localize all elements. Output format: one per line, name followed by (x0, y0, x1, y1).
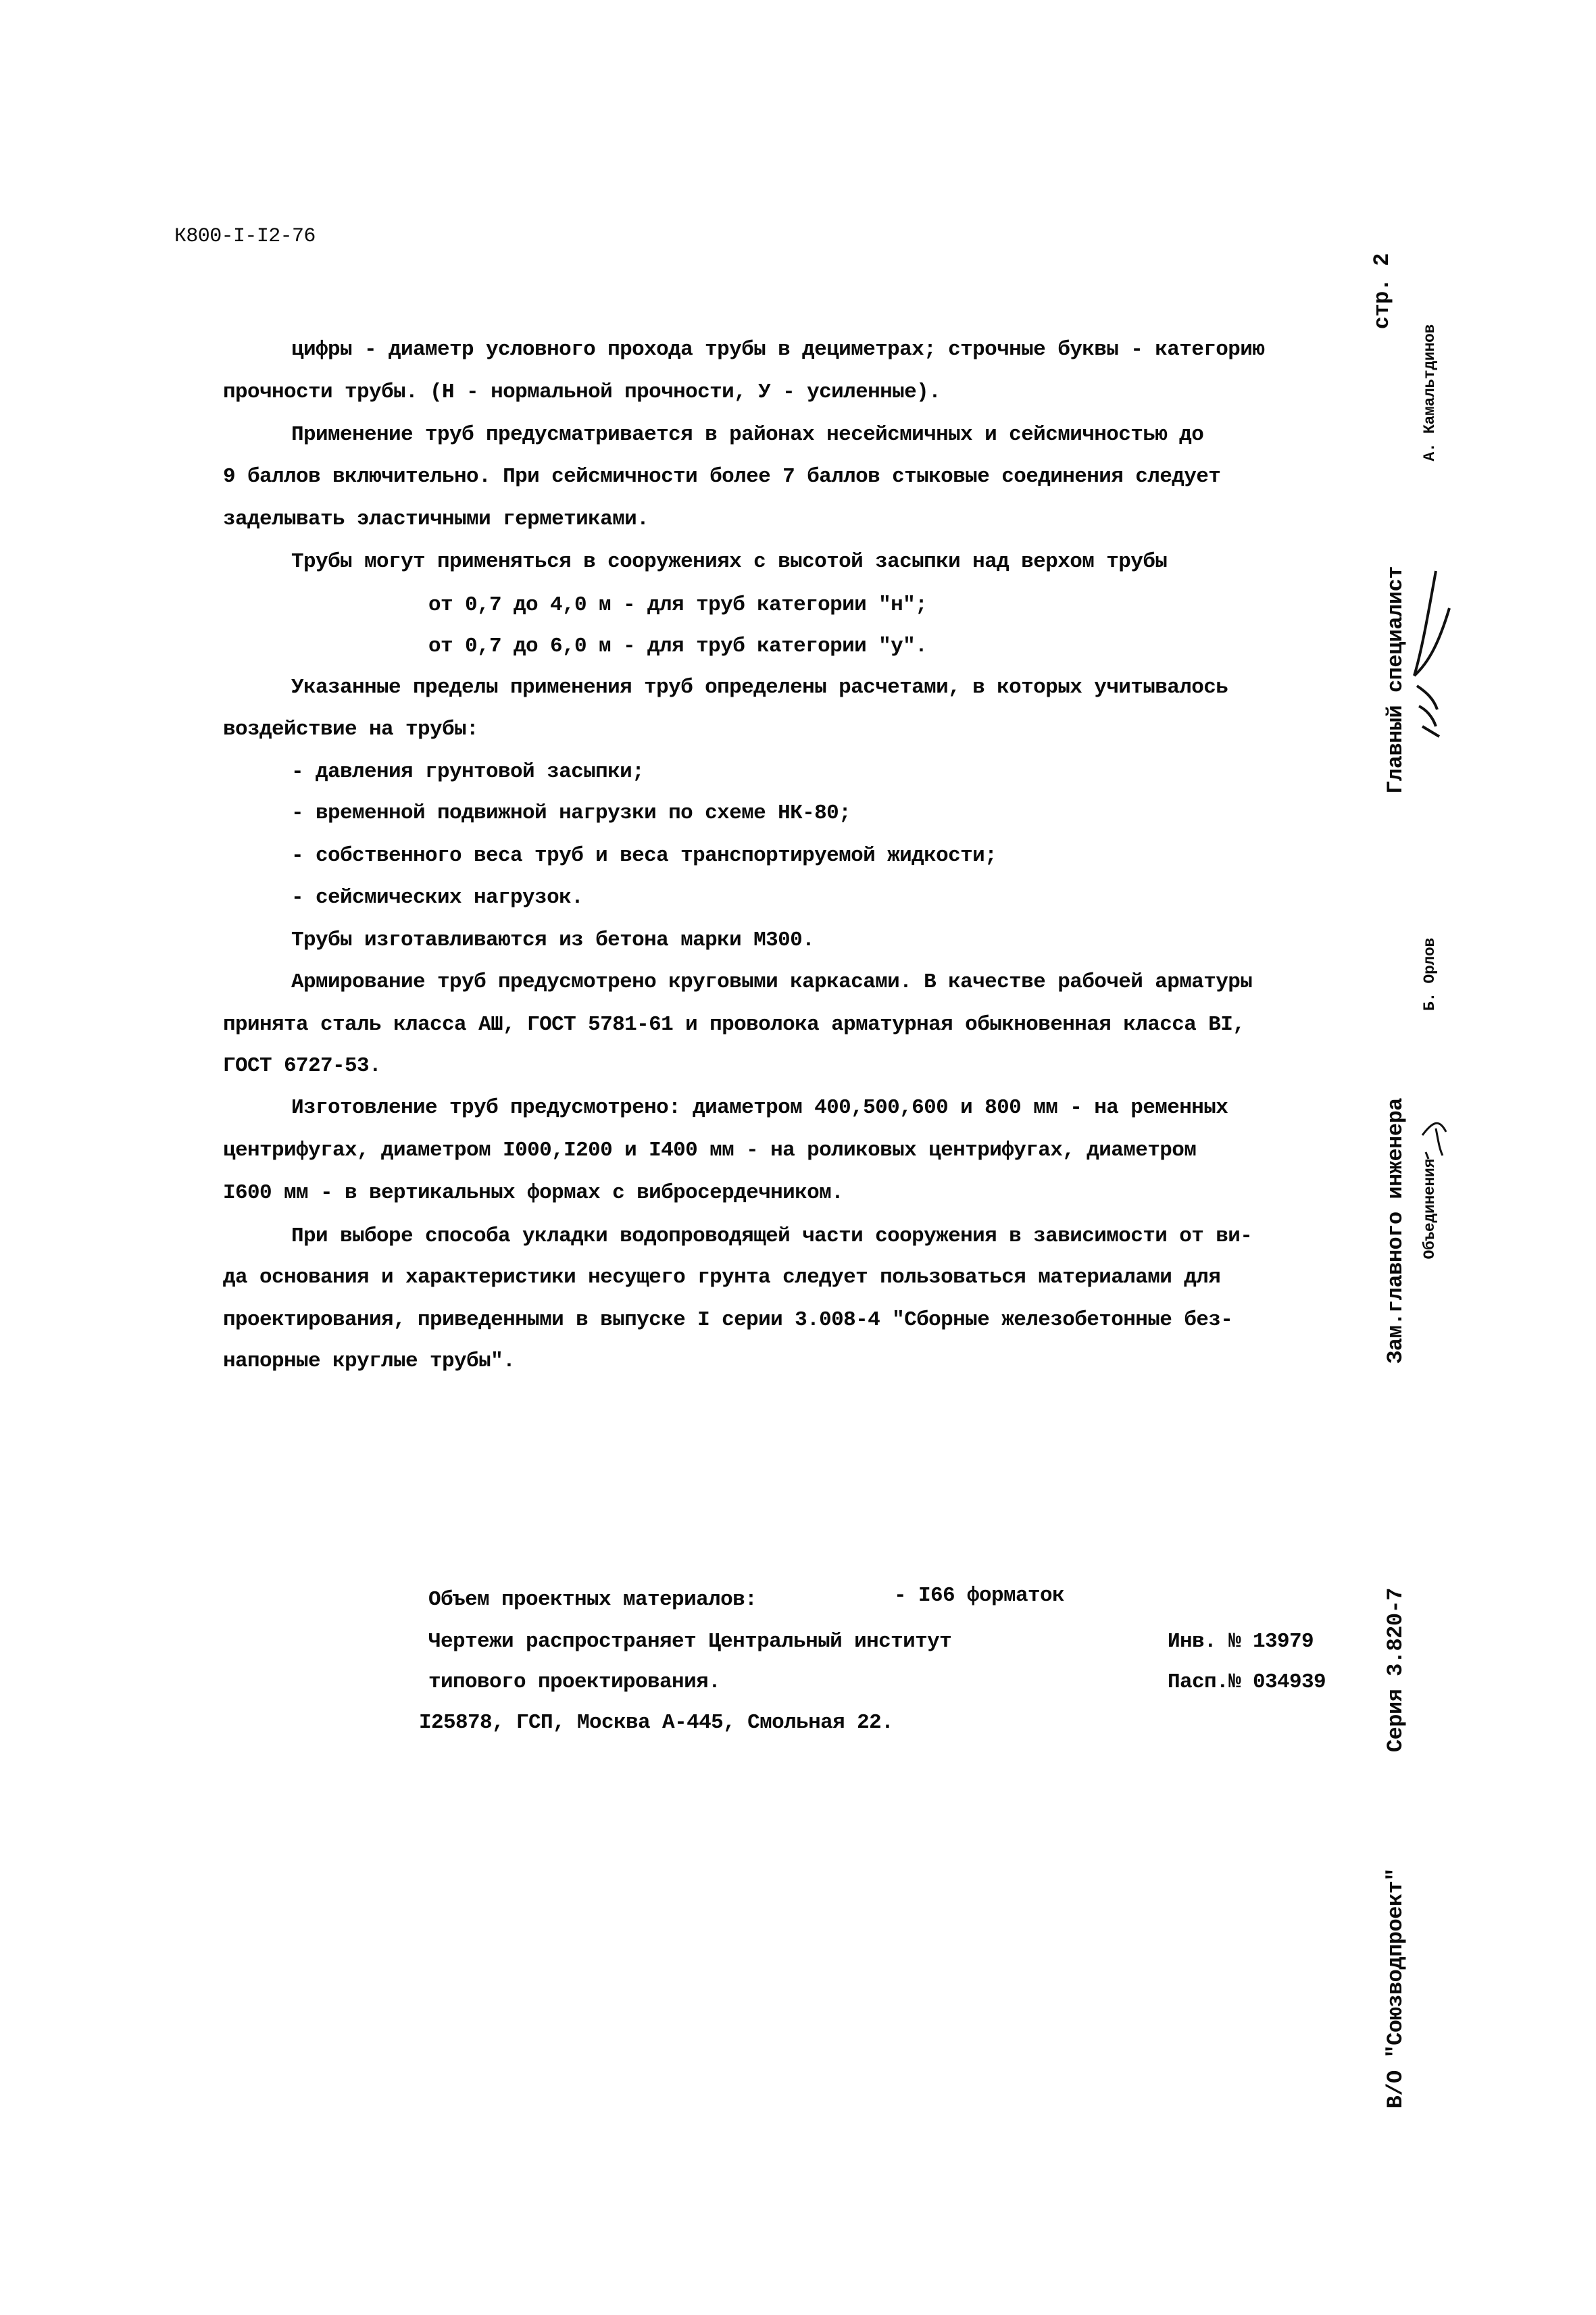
distributor-line-1: Чертежи распространяет Центральный институт (428, 1630, 952, 1653)
deputy-chief-engineer-title: Зам.главного инженера (1383, 1098, 1408, 1364)
body-line: При выборе способа укладки водопроводящей части сооружения в зависимости от ви- (291, 1224, 1253, 1248)
body-line: принята сталь класса АШ, ГОСТ 5781-61 и проволока арматурная обыкновенная класса ВI, (223, 1013, 1245, 1037)
body-line: 9 баллов включительно. При сейсмичности более 7 баллов стыковые соединения следует (223, 465, 1221, 489)
body-line: прочности трубы. (Н - нормальной прочности, У - усиленные). (223, 380, 941, 404)
body-line: от 0,7 до 4,0 м - для труб категории "н"; (428, 593, 928, 617)
body-line: - собственного веса труб и веса транспортируемой жидкости; (291, 844, 997, 868)
passport-number: Пасп.№ 034939 (1168, 1670, 1326, 1694)
volume-value: - I66 форматок (894, 1584, 1065, 1608)
distributor-line-2: типового проектирования. (428, 1670, 721, 1694)
inventory-number: Инв. № 13979 (1168, 1630, 1314, 1653)
body-line: да основания и характеристики несущего грунта следует пользоваться материалами для (223, 1266, 1221, 1289)
body-line: - временной подвижной нагрузки по схеме НК-80; (291, 801, 851, 825)
body-line: заделывать эластичными герметиками. (223, 507, 649, 531)
body-line: от 0,7 до 6,0 м - для труб категории "у". (428, 634, 928, 658)
body-line: цифры - диаметр условного прохода трубы в дециметрах; строчные буквы - категорию (291, 338, 1265, 362)
body-line: воздействие на трубы: (223, 718, 479, 741)
body-line: Изготовление труб предусмотрено: диаметром 400,500,600 и 800 мм - на ременных (291, 1096, 1228, 1120)
signature-chief-specialist (1409, 568, 1456, 743)
body-line: напорные круглые трубы". (223, 1349, 516, 1373)
body-line: проектирования, приведенными в выпуске I серии 3.008-4 "Сборные железобетонные без- (223, 1308, 1233, 1332)
body-line: Армирование труб предусмотрено круговыми каркасами. В качестве рабочей арматуры (291, 970, 1253, 994)
organization-name: В/О "Союзводпроект" (1383, 1868, 1408, 2109)
volume-label: Объем проектных материалов: (428, 1588, 757, 1612)
chief-specialist-title: Главный специалист (1383, 566, 1408, 794)
chief-specialist-name: А. Камальтдинов (1421, 324, 1439, 462)
body-line: Указанные пределы применения труб определены расчетами, в которых учитывалось (291, 676, 1228, 699)
address: I25878, ГСП, Москва А-445, Смольная 22. (419, 1711, 894, 1735)
document-code: К800-I-I2-76 (174, 225, 316, 248)
body-line: Трубы изготавливаются из бетона марки М300. (291, 928, 815, 952)
series-number: Серия 3.820-7 (1383, 1588, 1408, 1753)
body-line: Трубы могут применяться в сооружениях с высотой засыпки над верхом трубы (291, 550, 1168, 574)
body-line: Применение труб предусматривается в районах несейсмичных и сейсмичностью до (291, 423, 1204, 447)
body-line: ГОСТ 6727-53. (223, 1054, 382, 1078)
signature-deputy (1419, 1115, 1453, 1162)
deputy-organization: Объединения (1421, 1159, 1439, 1260)
body-line: центрифугах, диаметром I000,I200 и I400 мм - на роликовых центрифугах, диаметром (223, 1139, 1197, 1162)
deputy-name: Б. Орлов (1421, 938, 1439, 1012)
body-line: - сейсмических нагрузок. (291, 886, 584, 910)
body-line: - давления грунтовой засыпки; (291, 760, 645, 784)
body-line: I600 мм - в вертикальных формах с вибросердечником. (223, 1181, 844, 1205)
page-number: стр. 2 (1370, 253, 1395, 330)
